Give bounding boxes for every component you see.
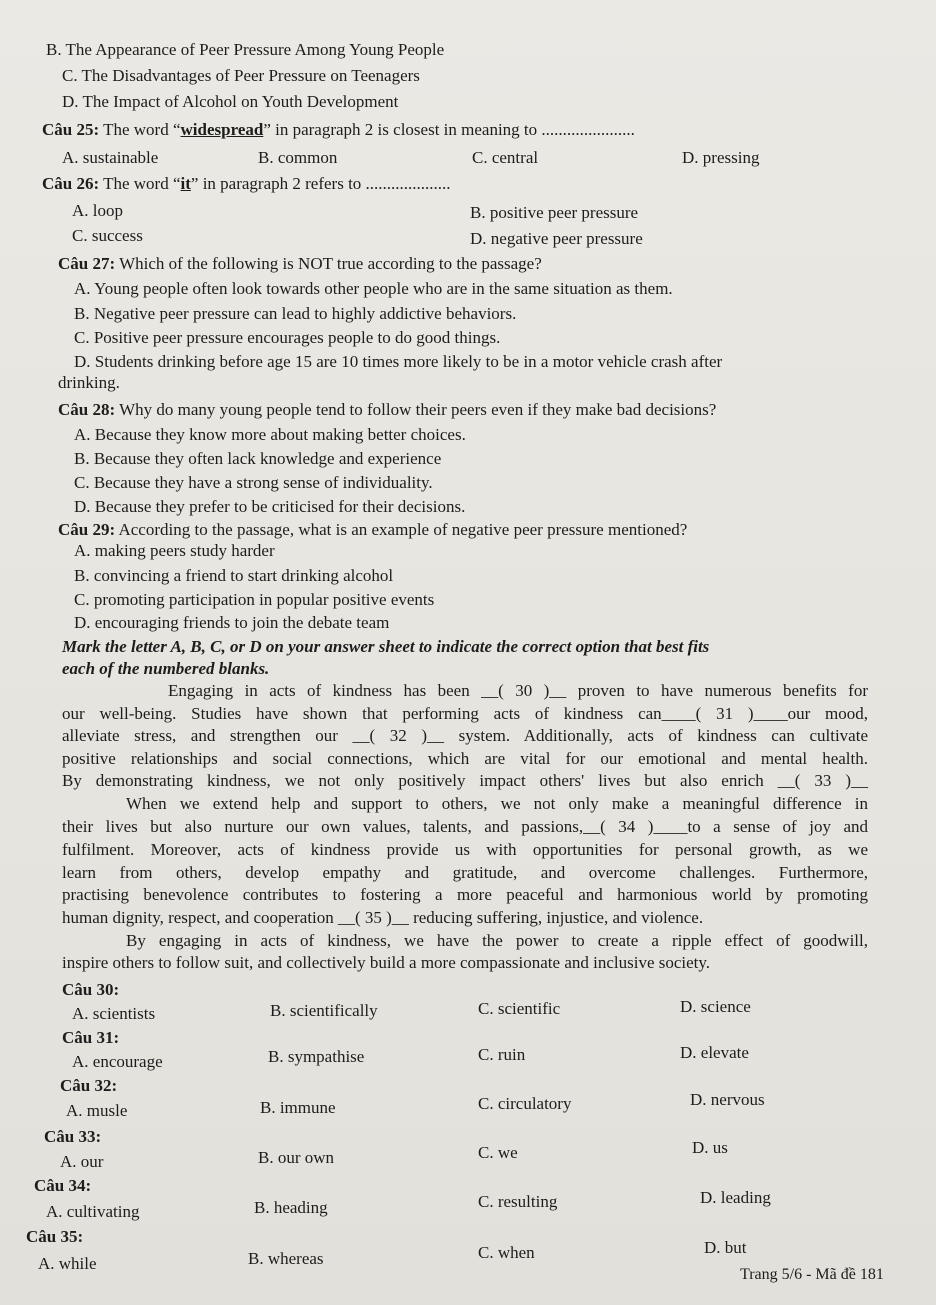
question-27: [58, 254, 542, 274]
passage-line: Engaging in acts of kindness has been __( 30 )__ proven to have numerous benefits for: [168, 681, 868, 700]
passage-line: By engaging in acts of kindness, we have the power to create a ripple effect of goodwill,: [126, 931, 868, 950]
passage-line: their lives but also nurture our own values, talents, and passions,__( 34 )____to a sense of joy and: [62, 817, 868, 836]
page-footer: Trang 5/6 - Mã đề 181: [740, 1266, 884, 1283]
q29-option-c: C. promoting participation in popular positive events: [74, 590, 435, 609]
question-29: [58, 520, 687, 540]
q28-option-d: D. Because they prefer to be criticised for their decisions.: [74, 497, 466, 516]
passage-line: learn from others, develop empathy and gratitude, and overcome challenges. Furthermore,: [62, 863, 868, 882]
q32-option-a: A. musle: [66, 1101, 128, 1120]
q32-option-b: B. immune: [260, 1098, 336, 1117]
question-text: Which of the following is NOT true according to the passage?: [115, 254, 542, 273]
q32-option-c: C. circulatory: [478, 1094, 572, 1113]
keyword: it: [180, 174, 191, 193]
q33-option-d: D. us: [692, 1138, 728, 1157]
passage-line: positive relationships and social connections, which are vital for our emotional and mental health.: [62, 749, 868, 768]
question-text: ” in paragraph 2 is closest in meaning to ......................: [263, 120, 635, 139]
question-32-label: Câu 32:: [60, 1076, 118, 1095]
q28-option-c: C. Because they have a strong sense of individuality.: [74, 473, 433, 492]
q29-option-b: B. convincing a friend to start drinking alcohol: [74, 566, 394, 585]
passage-line: alleviate stress, and strengthen our __( 32 )__ system. Additionally, acts of kindness can cultivate: [62, 726, 868, 745]
q34-option-c: C. resulting: [478, 1192, 558, 1211]
q35-option-d: D. but: [704, 1238, 747, 1257]
question-30-label: Câu 30:: [62, 980, 120, 999]
q30-option-a: A. scientists: [72, 1004, 156, 1023]
question-label: Câu 25:: [42, 120, 100, 139]
question-label: Câu 28:: [58, 400, 116, 419]
q25-option-b: B. common: [258, 148, 338, 167]
question-26: [42, 174, 451, 194]
question-label: Câu 27:: [58, 254, 116, 273]
q34-option-a: A. cultivating: [46, 1202, 140, 1221]
q26-option-c: C. success: [72, 226, 143, 245]
option-b-line: B. The Appearance of Peer Pressure Among Young People: [46, 40, 445, 59]
passage-line: fulfilment. Moreover, acts of kindness provide us with opportunities for personal growth, as we: [62, 840, 868, 859]
question-text: Why do many young people tend to follow their peers even if they make bad decisions?: [115, 400, 717, 419]
question-28: [58, 400, 716, 420]
q31-option-d: D. elevate: [680, 1043, 749, 1062]
question-33-label: Câu 33:: [44, 1127, 102, 1146]
q30-option-b: B. scientifically: [270, 1001, 378, 1020]
q31-option-b: B. sympathise: [268, 1047, 365, 1066]
question-34-label: Câu 34:: [34, 1176, 92, 1195]
q34-option-b: B. heading: [254, 1198, 328, 1217]
q34-option-d: D. leading: [700, 1188, 771, 1207]
q27-option-d: D. Students drinking before age 15 are 10 times more likely to be in a motor vehicle crash after: [74, 352, 723, 371]
question-text: According to the passage, what is an example of negative peer pressure mentioned?: [115, 520, 688, 539]
q35-option-b: B. whereas: [248, 1249, 324, 1268]
q35-option-c: C. when: [478, 1243, 535, 1262]
q31-option-c: C. ruin: [478, 1045, 526, 1064]
q28-option-b: B. Because they often lack knowledge and experience: [74, 449, 442, 468]
q27-option-c: C. Positive peer pressure encourages people to do good things.: [74, 328, 501, 347]
q25-option-d: D. pressing: [682, 148, 760, 167]
instruction-line-1: Mark the letter A, B, C, or D on your answer sheet to indicate the correct option that best fits: [62, 637, 710, 656]
q33-option-a: A. our: [60, 1152, 104, 1171]
question-31-label: Câu 31:: [62, 1028, 120, 1047]
option-d-line: D. The Impact of Alcohol on Youth Development: [62, 92, 399, 111]
q26-option-b: B. positive peer pressure: [470, 203, 639, 222]
q25-option-c: C. central: [472, 148, 539, 167]
q26-option-a: A. loop: [72, 201, 123, 220]
q27-option-d-cont: drinking.: [58, 373, 120, 392]
q31-option-a: A. encourage: [72, 1052, 163, 1071]
passage-line: our well-being. Studies have shown that performing acts of kindness can____( 31 )____our mood,: [62, 704, 868, 723]
q28-option-a: A. Because they know more about making better choices.: [74, 425, 466, 444]
question-35-label: Câu 35:: [26, 1227, 84, 1246]
q30-option-c: C. scientific: [478, 999, 561, 1018]
q30-option-d: D. science: [680, 997, 751, 1016]
option-c-line: C. The Disadvantages of Peer Pressure on Teenagers: [62, 66, 420, 85]
keyword: widespread: [180, 120, 264, 139]
passage-line: human dignity, respect, and cooperation __( 35 )__ reducing suffering, injustice, and violence.: [62, 908, 704, 927]
instruction-line-2: each of the numbered blanks.: [62, 659, 270, 678]
q33-option-c: C. we: [478, 1143, 518, 1162]
question-text: ” in paragraph 2 refers to ....................: [190, 174, 451, 193]
q25-option-a: A. sustainable: [62, 148, 159, 167]
question-label: Câu 26:: [42, 174, 100, 193]
passage-line: practising benevolence contributes to fostering a more peaceful and harmonious world by promoting: [62, 885, 868, 904]
passage-line: By demonstrating kindness, we not only positively impact others' lives but also enrich __( 33 )__: [62, 771, 868, 790]
question-text: The word “: [99, 120, 181, 139]
question-label: Câu 29:: [58, 520, 116, 539]
q29-option-d: D. encouraging friends to join the debate team: [74, 613, 390, 632]
q32-option-d: D. nervous: [690, 1090, 765, 1109]
passage-line: inspire others to follow suit, and collectively build a more compassionate and inclusive society.: [62, 953, 711, 972]
passage-line: When we extend help and support to others, we not only make a meaningful difference in: [126, 794, 868, 813]
question-25: [42, 120, 635, 140]
q35-option-a: A. while: [38, 1254, 97, 1273]
q33-option-b: B. our own: [258, 1148, 335, 1167]
question-text: The word “: [99, 174, 181, 193]
q27-option-a: A. Young people often look towards other people who are in the same situation as them.: [74, 279, 673, 298]
q26-option-d: D. negative peer pressure: [470, 229, 643, 248]
q27-option-b: B. Negative peer pressure can lead to highly addictive behaviors.: [74, 304, 517, 323]
q29-option-a: A. making peers study harder: [74, 541, 275, 560]
